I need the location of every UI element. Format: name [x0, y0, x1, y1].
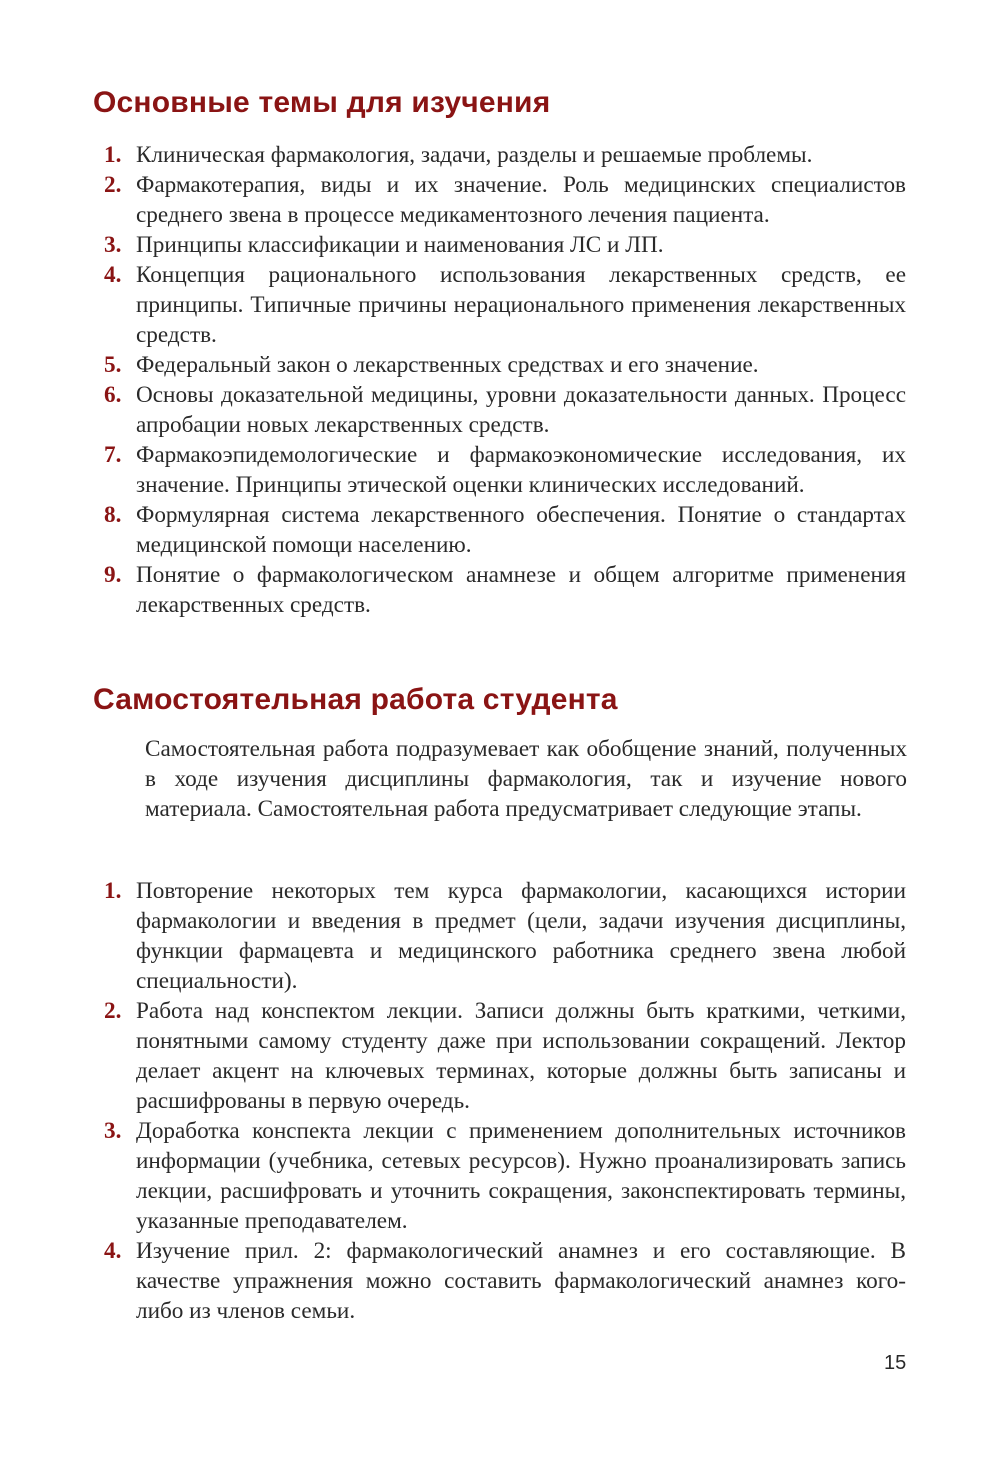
- list-item: [0, 140, 906, 170]
- item-text: Доработка конспекта лекции с применением дополнительных источников информации (учебника, сетевых ресурсов). Нужно проанализировать запись лекции, расшифровать и уточнить сокращения, законспектировать термины, указанные преподавателем.: [136, 1118, 906, 1234]
- item-number: 9.: [104, 562, 122, 588]
- item-text: Понятие о фармакологическом анамнезе и общем алгоритме применения лекарственных средств.: [136, 562, 906, 618]
- list-item: [0, 260, 906, 350]
- page-number: 15: [884, 1352, 907, 1374]
- list-item: [0, 876, 906, 996]
- section-heading-self-study: Самостоятельная работа студента: [93, 683, 618, 716]
- list-item: [0, 440, 906, 500]
- item-number: 7.: [104, 442, 122, 468]
- list-item: [0, 500, 906, 560]
- item-number: 3.: [104, 1118, 122, 1144]
- item-text: Работа над конспектом лекции. Записи должны быть краткими, четкими, понятными самому студенту даже при использовании сокращений. Лектор делает акцент на ключевых терминах, которые должны быть записаны и расшифрованы в первую очередь.: [136, 998, 906, 1114]
- item-text: Федеральный закон о лекарственных средствах и его значение.: [136, 352, 759, 378]
- list-item: [0, 560, 906, 620]
- item-number: 3.: [104, 232, 122, 258]
- item-text: Формулярная система лекарственного обеспечения. Понятие о стандартах медицинской помощи населению.: [136, 502, 906, 558]
- list-item: [0, 996, 906, 1116]
- item-text: Клиническая фармакология, задачи, разделы и решаемые проблемы.: [136, 142, 813, 168]
- list-item: [0, 170, 906, 230]
- intro-paragraph: Самостоятельная работа подразумевает как обобщение знаний, полученных в ходе изучения дисциплины фармакология, так и изучение нового материала. Самостоятельная работа предусматривает следующие этапы.: [145, 736, 907, 822]
- topics-list: [0, 140, 1000, 620]
- item-number: 1.: [104, 878, 122, 904]
- list-item: [0, 350, 906, 380]
- item-text: Концепция рационального использования лекарственных средств, ее принципы. Типичные причины нерационального применения лекарственных средств.: [136, 262, 906, 348]
- item-number: 4.: [104, 1238, 122, 1264]
- item-number: 8.: [104, 502, 122, 528]
- list-item: [0, 1236, 906, 1326]
- list-item: [0, 380, 906, 440]
- item-text: Повторение некоторых тем курса фармакологии, касающихся истории фармакологии и введения в предмет (цели, задачи изучения дисциплины, функции фармацевта и медицинского работника среднего звена любой специальности).: [136, 878, 906, 994]
- item-text: Принципы классификации и наименования ЛС и ЛП.: [136, 232, 664, 258]
- item-number: 2.: [104, 172, 122, 198]
- item-number: 1.: [104, 142, 122, 168]
- item-number: 2.: [104, 998, 122, 1024]
- item-number: 6.: [104, 382, 122, 408]
- list-item: [0, 1116, 906, 1236]
- item-text: Фармакотерапия, виды и их значение. Роль медицинских специалистов среднего звена в процессе медикаментозного лечения пациента.: [136, 172, 906, 228]
- item-text: Фармакоэпидемологические и фармакоэкономические исследования, их значение. Принципы этической оценки клинических исследований.: [136, 442, 906, 498]
- item-number: 4.: [104, 262, 122, 288]
- item-text: Изучение прил. 2: фармакологический анамнез и его составляющие. В качестве упражнения можно составить фармакологический анамнез кого-либо из членов семьи.: [136, 1238, 906, 1324]
- section-heading-topics: Основные темы для изучения: [93, 86, 551, 119]
- item-number: 5.: [104, 352, 122, 378]
- steps-list: [0, 876, 1000, 1326]
- list-item: [0, 230, 906, 260]
- item-text: Основы доказательной медицины, уровни доказательности данных. Процесс апробации новых лекарственных средств.: [136, 382, 906, 438]
